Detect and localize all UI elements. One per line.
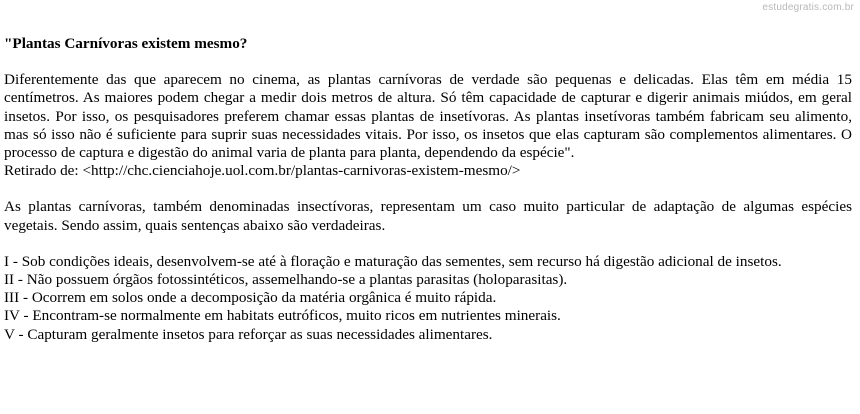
- statement-item-4: IV - Encontram-se normalmente em habitats eutróficos, muito ricos em nutrientes minerais.: [4, 307, 561, 325]
- text-title: "Plantas Carnívoras existem mesmo?: [4, 35, 248, 52]
- site-watermark: estudegratis.com.br: [762, 2, 854, 13]
- question-document: [4, 35, 852, 344]
- statement-item-2: II - Não possuem órgãos fotossintéticos, assemelhando-se a plantas parasitas (holoparasitas).: [4, 271, 568, 289]
- statement-list: [4, 253, 852, 344]
- statement-item-5: V - Capturam geralmente insetos para reforçar as suas necessidades alimentares.: [4, 325, 493, 343]
- quoted-paragraph: Diferentemente das que aparecem no cinema, as plantas carnívoras de verdade são pequenas e delicadas. Elas têm em média 15 centímetros. As maiores podem chegar a medir dois metros de altura. Só têm capacidade de capturar e digerir animais miúdos, em geral insetos. Por isso, os pesquisadores preferem chamar essas plantas de insetívoras. As plantas insetívoras também fabricam seu alimento, mas só isso não é suficiente para suprir suas necessidades vitais. Por isso, os insetos que elas capturam são complementos alimentares. O processo de captura e digestão do animal varia de planta para planta, dependendo da espécie".: [4, 71, 852, 162]
- source-citation: Retirado de: <http://chc.cienciahoje.uol.com.br/plantas-carnivoras-existem-mesmo/>: [4, 162, 521, 180]
- statement-item-3: III - Ocorrem em solos onde a decomposição da matéria orgânica é muito rápida.: [4, 289, 497, 307]
- statement-item-1: I - Sob condições ideais, desenvolvem-se até à floração e maturação das sementes, sem recurso há digestão adicional de insetos.: [4, 252, 782, 270]
- question-statement: As plantas carnívoras, também denominadas insectívoras, representam um caso muito particular de adaptação de algumas espécies vegetais. Sendo assim, quais sentenças abaixo são verdadeiras.: [4, 198, 852, 234]
